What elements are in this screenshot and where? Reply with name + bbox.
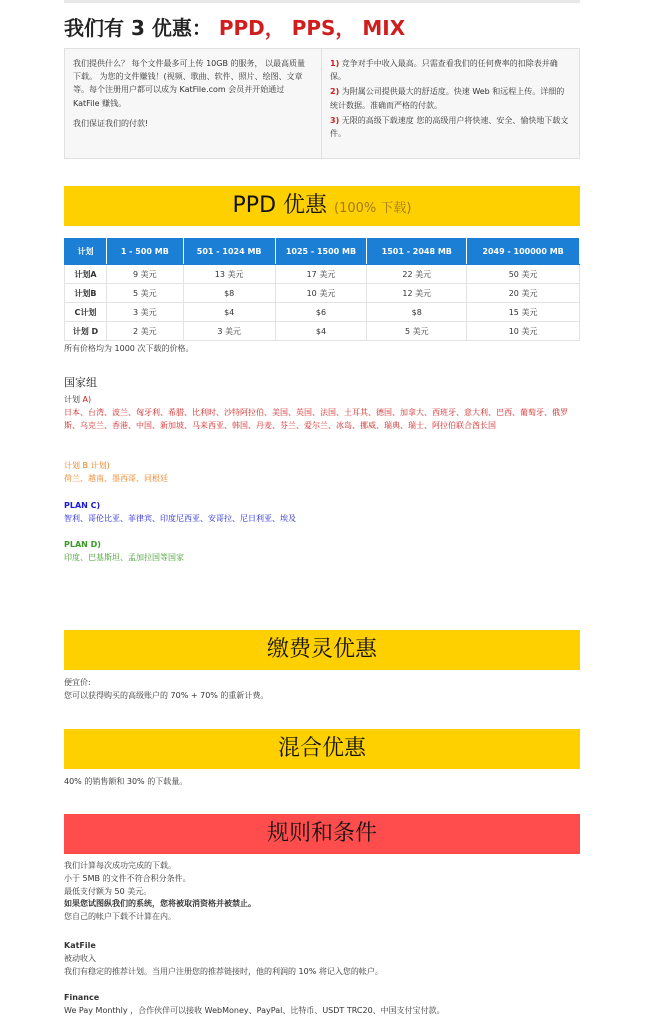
ppd-rates-table [64,238,580,341]
page-title: 我们有 3 优惠： PPD， PPS， MIX [64,16,406,40]
katfile-title: KatFile [64,941,96,950]
table-row [65,265,580,284]
top-divider [64,0,580,3]
table-note: 所有价格均为 1000 次下载的价格。 [64,344,194,353]
plan-a-countries: 日本、台湾、波兰、匈牙利、希腊、比利时、沙特阿拉伯、美国、英国、法国、土耳其、德国、加拿大、西班牙、意大利、巴西、葡萄牙、俄罗斯、乌克兰、香港、中国、新加坡、马来西亚、韩国、丹麦、芬兰、爱尔兰、冰岛、挪威、瑞典、瑞士、阿拉伯联合酋长国 [64,407,568,430]
finance-section: Finance We Pay Monthly ，合作伙伴可以接收 WebMoney、PayPal、比特币、USDT TRC20、中国支付宝付款。 [64,992,580,1018]
table-cell: $4 [183,303,275,322]
table-cell: 22 美元 [367,265,467,284]
intro-right-column [322,49,579,158]
table-cell: 15 美元 [467,303,580,322]
table-row [65,284,580,303]
table-cell: 5 美元 [367,322,467,341]
plan-c-countries: 智利、哥伦比亚、菲律宾、印度尼西亚、安哥拉、尼日利亚、埃及 [64,513,296,523]
table-cell: $6 [275,303,367,322]
katfile-section: KatFile 被动收入 我们有稳定的推荐计划。当用户注册您的推荐链接时，他的利润的 10% 将记入您的帐户。 [64,940,580,978]
mix-description: 40% 的销售额和 30% 的下载量。 [64,777,188,786]
finance-title: Finance [64,993,100,1002]
plan-d-group [64,539,580,565]
benefit-item: 1) 竞争对手中收入最高。只需查看我们的任何费率的扣除表并确保。 [330,59,558,82]
table-cell: 计划B [65,284,107,303]
table-header: 1501 - 2048 MB [367,239,467,265]
table-cell: 13 美元 [183,265,275,284]
table-cell: 5 美元 [106,284,183,303]
plan-a-label: 计划 A) [64,395,92,404]
rules-banner: 规则和条件 [64,814,580,854]
table-row [65,303,580,322]
table-header-row [65,239,580,265]
table-cell: 3 美元 [183,322,275,341]
table-cell: 计划A [65,265,107,284]
table-cell: 计划 D [65,322,107,341]
table-header: 1025 - 1500 MB [275,239,367,265]
table-cell: 50 美元 [467,265,580,284]
pps-banner: 缴费灵优惠 [64,630,580,670]
plan-c-group [64,500,580,526]
table-cell: 3 美元 [106,303,183,322]
table-cell: 17 美元 [275,265,367,284]
table-header: 1 - 500 MB [106,239,183,265]
benefit-item: 2) 为附属公司提供最大的舒适度。快速 Web 和远程上传。详细的统计数据。准确而严格的付款。 [330,87,565,110]
table-header: 501 - 1024 MB [183,239,275,265]
mix-banner: 混合优惠 [64,729,580,769]
rules-text: 我们计算每次成功完成的下载。 小于 5MB 的文件不符合积分条件。 最低支付额为 50 美元。 如果您试图纵我们的系统，您将被取消资格并被禁止。 您自己的帐户下载不计算在内。 [64,861,256,922]
ppd-banner-title: PPD 优惠 [232,193,327,218]
table-cell: $8 [183,284,275,303]
intro-description: 我们提供什么？ 每个文件最多可上传 10GB 的服务， 以最高质量下载。 为您的文件赚钱！(视频、歌曲、软件、照片、绘图、文章等。每个注册用户都可以成为 KatFile.com 会员并开始通过 KatFile 赚钱。 [73,59,306,108]
intro-box [64,48,580,159]
table-cell: $8 [367,303,467,322]
plan-a-group [64,394,580,432]
table-cell: 2 美元 [106,322,183,341]
benefit-item: 3) 无限的高级下载速度 您的高级用户将快速、安全、愉快地下载文件。 [330,115,569,138]
table-row [65,322,580,341]
table-cell: $4 [275,322,367,341]
table-header: 计划 [65,239,107,265]
country-groups-title: 国家组 [64,376,97,389]
ppd-banner [64,186,580,226]
pps-description: 便宜价: 您可以获得购买的高级账户的 70% + 70% 的重新计费。 [64,678,269,700]
table-cell: 9 美元 [106,265,183,284]
plan-b-group [64,460,580,486]
table-cell: 10 美元 [467,322,580,341]
intro-left-column [65,49,322,158]
table-cell: 20 美元 [467,284,580,303]
table-cell: 10 美元 [275,284,367,303]
plan-d-countries: 印度、巴基斯坦、孟加拉国等国家 [64,552,184,562]
table-cell: C计划 [65,303,107,322]
intro-guarantee: 我们保证我们的付款! [73,118,149,128]
table-cell: 12 美元 [367,284,467,303]
plan-c-label: PLAN C) [64,501,101,510]
ppd-banner-subtitle: (100% 下载) [334,201,412,216]
plan-d-label: PLAN D) [64,540,101,549]
plan-b-label: 计划 B 计划) [64,461,110,470]
table-header: 2049 - 100000 MB [467,239,580,265]
plan-b-countries: 荷兰、越南、墨西哥、同根廷 [64,473,168,483]
